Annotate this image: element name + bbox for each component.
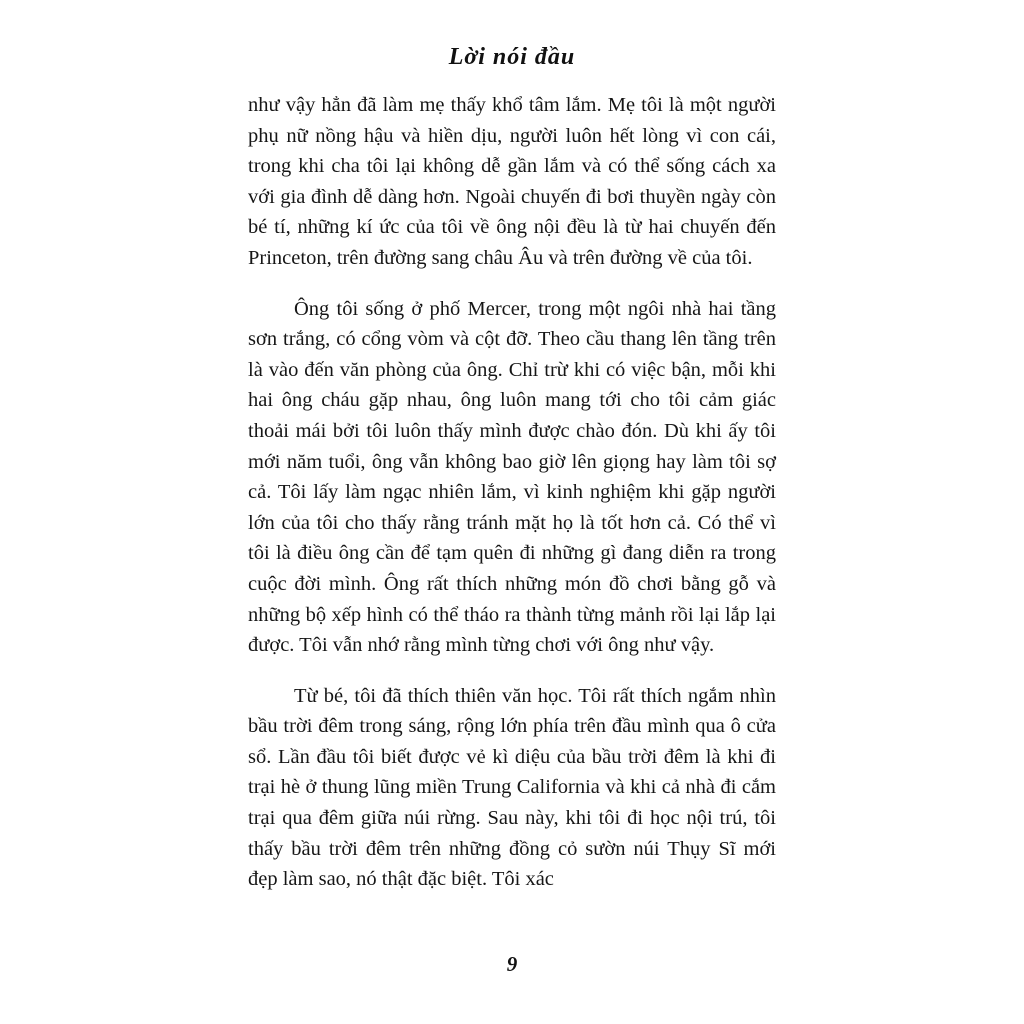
- body-text: [248, 90, 776, 915]
- paragraph: Ông tôi sống ở phố Mercer, trong một ngôi nhà hai tầng sơn trắng, có cổng vòm và cột đỡ. Theo cầu thang lên tầng trên là vào đến văn phòng của ông. Chỉ trừ khi có việc bận, mỗi khi hai ông cháu gặp nhau, ông luôn mang tới cho tôi cảm giác thoải mái bởi tôi luôn thấy mình được chào đón. Dù khi ấy tôi mới năm tuổi, ông vẫn không bao giờ lên giọng hay làm tôi sợ cả. Tôi lấy làm ngạc nhiên lắm, vì kinh nghiệm khi gặp người lớn của tôi cho thấy rằng tránh mặt họ là tốt hơn cả. Có thể vì tôi là điều ông cần để tạm quên đi những gì đang diễn ra trong cuộc đời mình. Ông rất thích những món đồ chơi bằng gỗ và những bộ xếp hình có thể tháo ra thành từng mảnh rồi lại lắp lại được. Tôi vẫn nhớ rằng mình từng chơi với ông như vậy.: [248, 297, 776, 657]
- page-number: 9: [506, 952, 518, 976]
- paragraph: như vậy hẳn đã làm mẹ thấy khổ tâm lắm. Mẹ tôi là một người phụ nữ nồng hậu và hiền dịu, người luôn hết lòng vì con cái, trong khi cha tôi lại không dễ gần lắm và có thể sống cách xa với gia đình dễ dàng hơn. Ngoài chuyến đi bơi thuyền ngày còn bé tí, những kí ức của tôi về ông nội đều là từ hai chuyến đến Princeton, trên đường sang châu Âu và trên đường về của tôi.: [248, 94, 776, 269]
- paragraph: Từ bé, tôi đã thích thiên văn học. Tôi rất thích ngắm nhìn bầu trời đêm trong sáng, rộng lớn phía trên đầu mình qua ô cửa sổ. Lần đầu tôi biết được vẻ kì diệu của bầu trời đêm là khi đi trại hè ở thung lũng miền Trung California và khi cả nhà đi cắm trại qua đêm giữa núi rừng. Sau này, khi tôi đi học nội trú, tôi thấy bầu trời đêm trên những đồng cỏ sườn núi Thụy Sĩ mới đẹp làm sao, nó thật đặc biệt. Tôi xác: [248, 684, 776, 891]
- chapter-header: Lời nói đầu: [448, 44, 576, 70]
